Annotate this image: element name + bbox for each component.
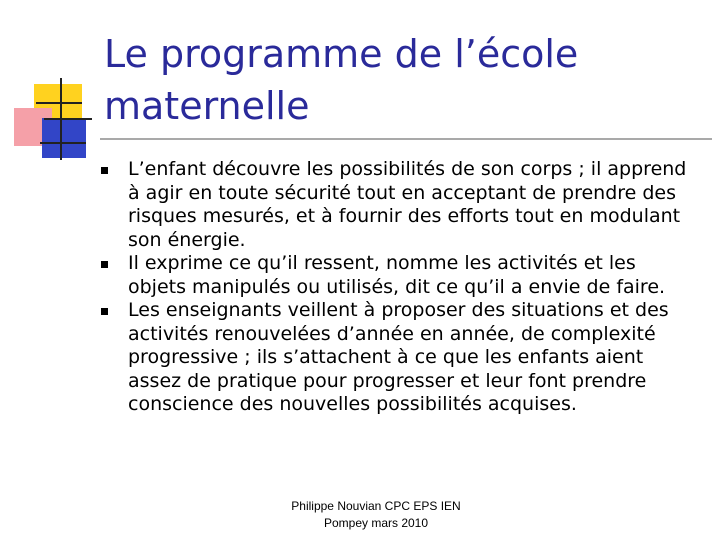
decor-horizontal-line: [40, 142, 86, 144]
bullet-text: L’enfant découvre les possibilités de son corps ; il apprend à agir en toute sécurité tout en acceptant de prendre des risques mesurés, et à fournir des efforts tout en modulant son énergie.: [128, 158, 687, 251]
decor-horizontal-line: [36, 102, 82, 104]
slide-title: Le programme de l’école maternelle: [104, 32, 579, 128]
square-bullet-icon: [101, 308, 108, 315]
square-bullet-icon: [101, 261, 108, 268]
footer-author: Philippe Nouvian CPC EPS IEN: [291, 499, 461, 513]
bullet-list: [98, 158, 698, 417]
square-bullet-icon: [101, 167, 108, 174]
bullet-text: Les enseignants veillent à proposer des situations et des activités renouvelées d’année en année, de complexité progressive ; ils s’attachent à ce que les enfants aient assez de pratique pour progresser et leur font prendre conscience des nouvelles possibilités acquises.: [128, 299, 669, 415]
bullet-item: [98, 252, 698, 299]
title-underline: [100, 138, 712, 140]
bullet-item: [98, 158, 698, 252]
decor-blue-square: [42, 118, 86, 158]
bullet-text: Il exprime ce qu’il ressent, nomme les activités et les objets manipulés ou utilisés, dit ce qu’il a envie de faire.: [128, 252, 666, 298]
footer-place-date: Pompey mars 2010: [323, 516, 429, 530]
slide-footer: [238, 498, 514, 532]
decor-horizontal-line: [44, 118, 92, 120]
bullet-item: [98, 299, 698, 417]
